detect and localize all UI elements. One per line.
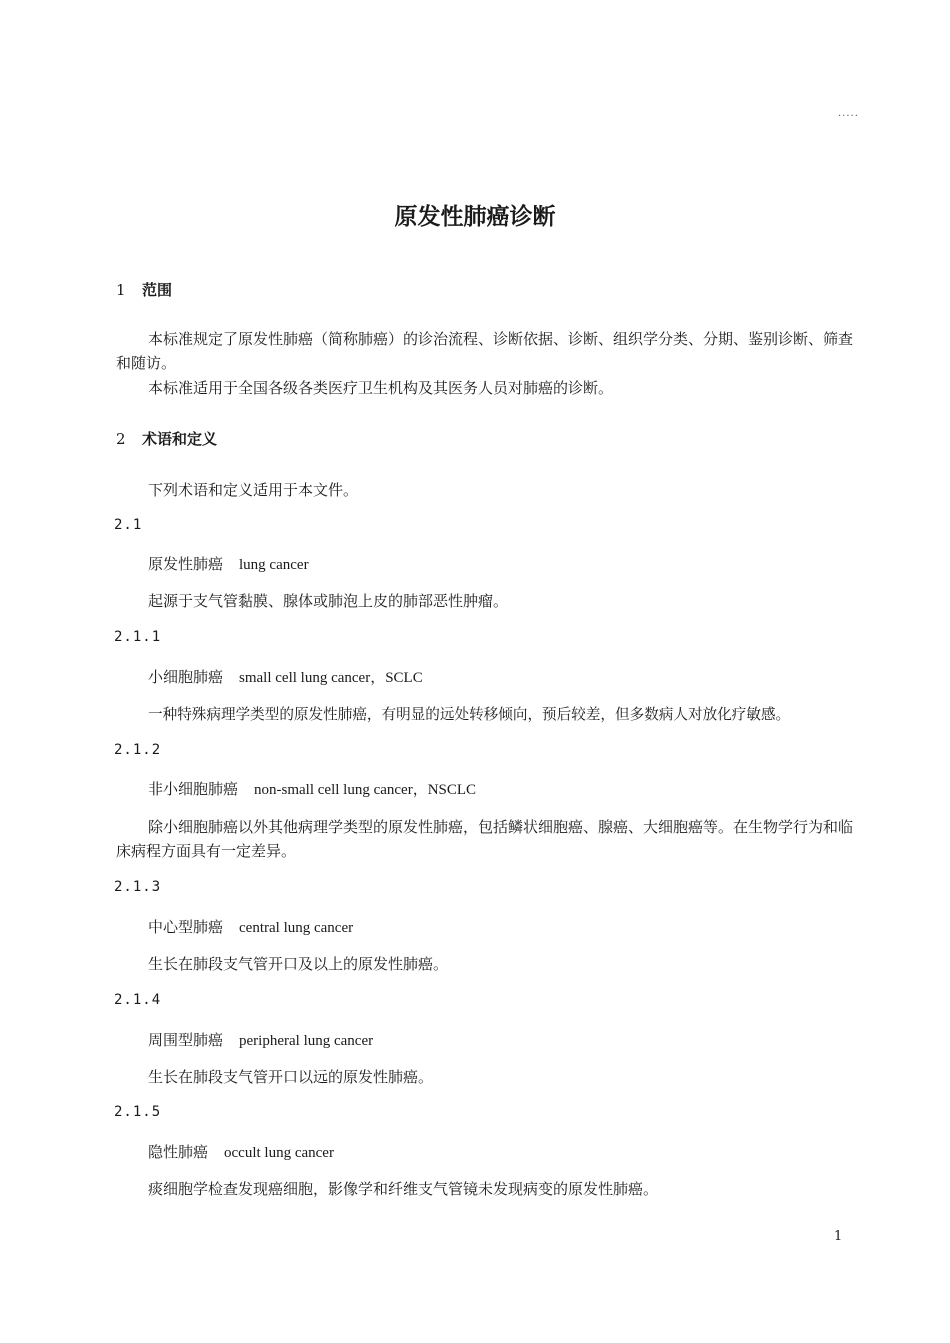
term-number: 2.1.2 [114, 742, 162, 758]
term-definition: 生长在肺段支气管开口及以上的原发性肺癌。 [148, 955, 449, 973]
section-number: 2 [116, 430, 126, 448]
section-number: 1 [116, 281, 126, 299]
term-en: small cell lung cancer，SCLC [239, 670, 423, 686]
term-definition: 痰细胞学检查发现癌细胞，影像学和纤维支气管镜未发现病变的原发性肺癌。 [148, 1180, 659, 1198]
term-zh: 隐性肺癌 [148, 1143, 209, 1161]
term-zh: 原发性肺癌 [148, 555, 224, 573]
term-heading [148, 553, 309, 574]
section-1-heading [116, 279, 172, 300]
term-heading [148, 1029, 373, 1050]
term-definition: 除小细胞肺癌以外其他病理学类型的原发性肺癌，包括鳞状细胞癌、腺癌、大细胞癌等。在生物学行为和临床病程方面具有一定差异。 [116, 818, 854, 860]
term-zh: 非小细胞肺癌 [148, 780, 239, 798]
term-number: 2.1.5 [114, 1104, 162, 1120]
page-number: 1 [834, 1229, 843, 1244]
term-en: lung cancer [239, 557, 309, 573]
term-definition: 一种特殊病理学类型的原发性肺癌，有明显的远处转移倾向，预后较差，但多数病人对放化疗敏感。 [148, 706, 791, 723]
section-2-heading [116, 428, 217, 449]
term-number: 2.1.3 [114, 879, 162, 895]
term-definition: 起源于支气管黏膜、腺体或肺泡上皮的肺部恶性肿瘤。 [148, 592, 509, 610]
scope-paragraph-2: 本标准适用于全国各级各类医疗卫生机构及其医务人员对肺癌的诊断。 [148, 379, 614, 397]
terms-intro: 下列术语和定义适用于本文件。 [148, 481, 359, 499]
term-zh: 小细胞肺癌 [148, 668, 224, 686]
term-heading [148, 916, 353, 937]
header-mark: ..... [838, 108, 859, 119]
term-en: non-small cell lung cancer，NSCLC [254, 782, 477, 798]
term-heading [148, 1141, 334, 1162]
term-number: 2.1.1 [114, 629, 162, 645]
term-en: occult lung cancer [224, 1145, 334, 1161]
term-heading [148, 778, 476, 799]
term-zh: 中心型肺癌 [148, 918, 224, 936]
term-en: central lung cancer [239, 920, 354, 936]
term-heading [148, 666, 423, 687]
term-number: 2.1.4 [114, 992, 162, 1008]
term-number: 2.1 [114, 517, 143, 533]
term-en: peripheral lung cancer [239, 1033, 374, 1049]
scope-paragraph-1: 本标准规定了原发性肺癌（简称肺癌）的诊治流程、诊断依据、诊断、组织学分类、分期、鉴别诊断、筛查和随访。 [116, 330, 854, 372]
section-title: 术语和定义 [142, 430, 218, 448]
document-title: 原发性肺癌诊断 [394, 203, 556, 230]
term-definition: 生长在肺段支气管开口以远的原发性肺癌。 [148, 1068, 434, 1086]
section-title: 范围 [142, 281, 173, 299]
term-zh: 周围型肺癌 [148, 1031, 224, 1049]
